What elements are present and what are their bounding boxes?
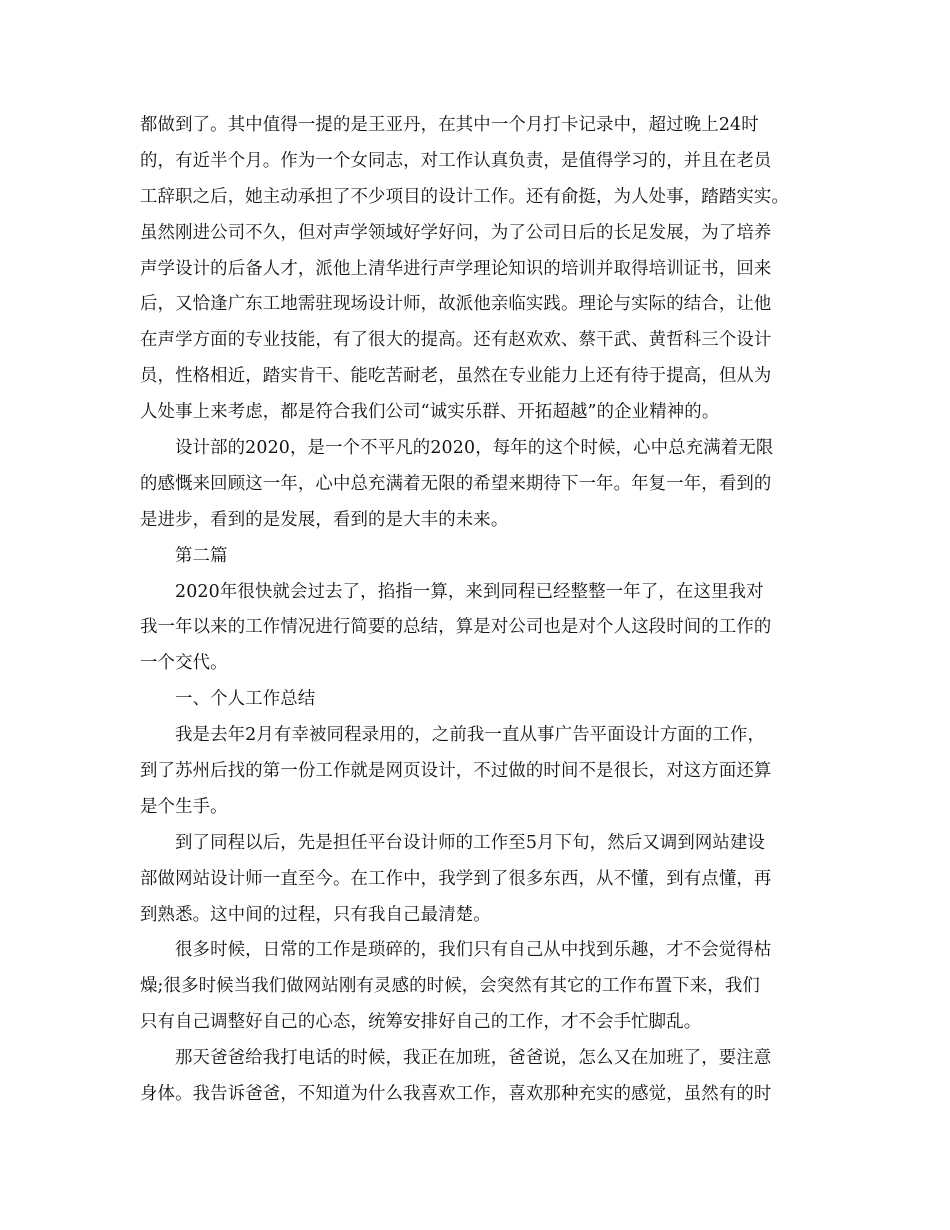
paragraph-first-line: 到了同程以后，先是担任平台设计师的工作至5月下旬，然后又调到网站建设	[175, 832, 766, 853]
text-line: 的感慨来回顾这一年，心中总充满着无限的希望来期待下一年。年复一年，看到的	[140, 473, 772, 494]
text-line: 是进步，看到的是发展，看到的是大丰的未来。	[140, 509, 509, 530]
paragraph-first-line: 2020年很快就会过去了，掐指一算，来到同程已经整整一年了，在这里我对	[175, 581, 764, 602]
text-line: 都做到了。其中值得一提的是王亚丹，在其中一个月打卡记录中，超过晚上24时	[140, 115, 759, 135]
text-line: 人处事上来考虑，都是符合我们公司“诚实乐群、开拓超越”的企业精神的。	[140, 402, 720, 423]
text-line: 的，有近半个月。作为一个女同志，对工作认真负责，是值得学习的，并且在老员	[140, 150, 772, 171]
text-line: 只有自己调整好自己的心态，统筹安排好自己的工作，才不会手忙脚乱。	[140, 1012, 702, 1033]
text-line: 是个生手。	[140, 796, 228, 817]
text-line: 部做网站设计师一直至今。在工作中，我学到了很多东西，从不懂，到有点懂，再	[140, 868, 772, 889]
paragraph-first-line: 那天爸爸给我打电话的时候，我正在加班，爸爸说，怎么又在加班了，要注意	[175, 1048, 772, 1069]
text-line: 身体。我告诉爸爸，不知道为什么我喜欢工作，喜欢那种充实的感觉，虽然有的时	[140, 1084, 772, 1105]
text-line: 到熟悉。这中间的过程，只有我自己最清楚。	[140, 904, 491, 925]
text-line: 我一年以来的工作情况进行简要的总结，算是对公司也是对个人这段时间的工作的	[140, 617, 772, 638]
paragraph-first-line: 设计部的2020，是一个不平凡的2020，每年的这个时候，心中总充满着无限	[175, 438, 774, 459]
text-line: 声学设计的后备人才，派他上清华进行声学理论知识的培训并取得培训证书，回来	[140, 258, 772, 279]
text-line: 后，又恰逢广东工地需驻现场设计师，故派他亲临实践。理论与实际的结合，让他	[140, 294, 772, 315]
text-line: 一个交代。	[140, 653, 228, 674]
paragraph-first-line: 很多时候，日常的工作是琐碎的，我们只有自己从中找到乐趣，才不会觉得枯	[175, 940, 772, 961]
paragraph-first-line: 我是去年2月有幸被同程录用的，之前我一直从事广告平面设计方面的工作，	[175, 725, 766, 746]
text-line: 工辞职之后，她主动承担了不少项目的设计工作。还有俞挺，为人处事，踏踏实实。	[140, 186, 790, 207]
document-body	[140, 108, 820, 1113]
text-line: 员，性格相近，踏实肯干、能吃苦耐老，虽然在专业能力上还有待于提高，但从为	[140, 366, 772, 387]
paragraph-first-line: 一、个人工作总结	[175, 689, 316, 710]
text-line: 虽然刚进公司不久，但对声学领域好学好问，为了公司日后的长足发展，为了培养	[140, 222, 772, 243]
paragraph-first-line: 第二篇	[175, 545, 228, 566]
text-line: 到了苏州后找的第一份工作就是网页设计，不过做的时间不是很长，对这方面还算	[140, 761, 772, 782]
text-line: 燥;很多时候当我们做网站刚有灵感的时候，会突然有其它的工作布置下来，我们	[140, 976, 760, 997]
text-line: 在声学方面的专业技能，有了很大的提高。还有赵欢欢、蔡干武、黄哲科三个设计	[140, 330, 772, 351]
